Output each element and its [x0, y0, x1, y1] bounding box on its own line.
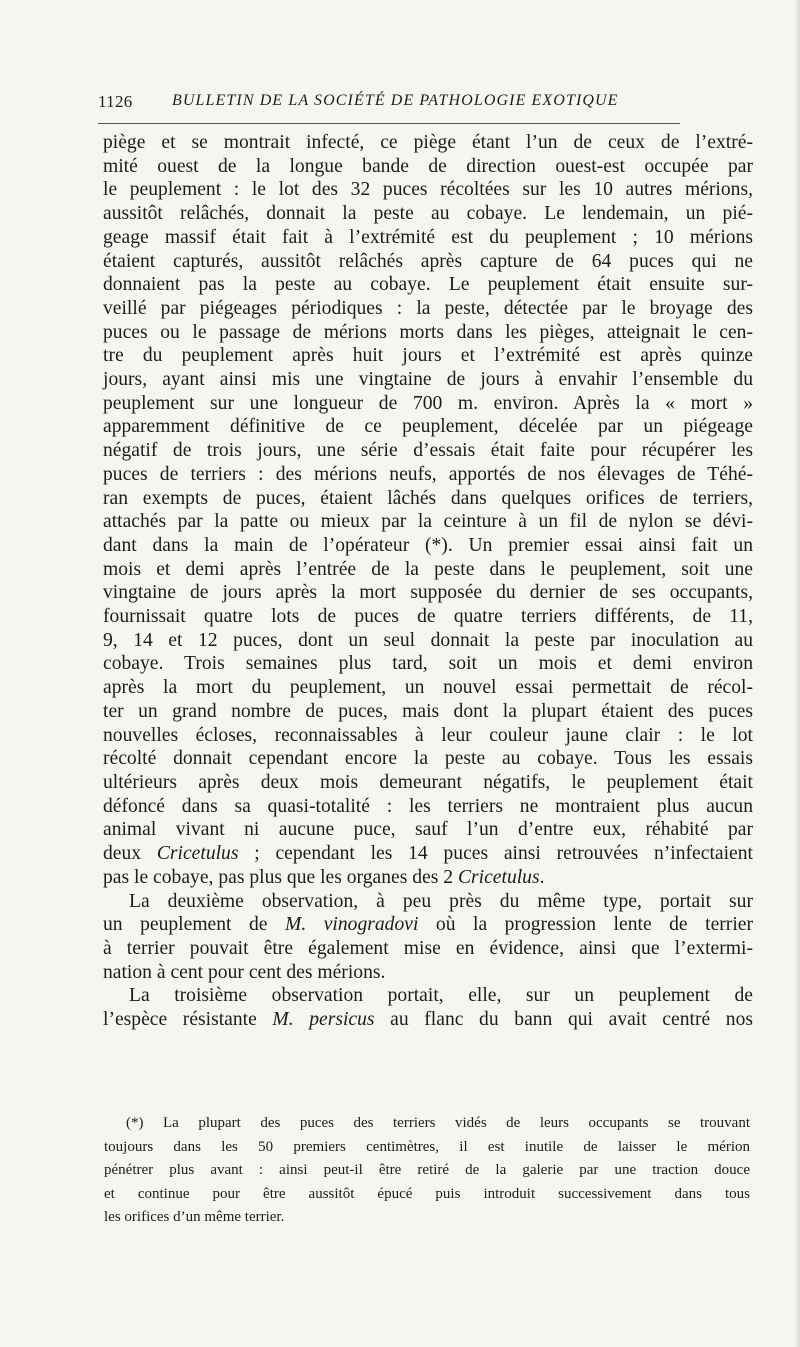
body-line: jours, ayant ainsi mis une vingtaine de jours à envahir l’ensemble du [103, 369, 753, 391]
body-text [103, 131, 753, 1032]
body-line: l’espèce résistante M. persicus au flanc du bann qui avait centré nos [103, 1009, 754, 1031]
header-rule [98, 123, 680, 124]
footnote-line: toujours dans les 50 premiers centimètres, il est inutile de laisser le mérion [104, 1138, 750, 1155]
body-line: un peuplement de M. vinogradovi où la progression lente de terrier [103, 914, 753, 936]
taxon-name: Cricetulus [156, 843, 239, 865]
page-number: 1126 [98, 92, 133, 111]
footnote-line: les orifices d’un même terrier. [104, 1209, 285, 1225]
body-line: pas le cobaye, pas plus que les organes des 2 Cricetulus. [103, 866, 545, 888]
body-line: ultérieurs après deux mois demeurant négatifs, le peuplement était [103, 771, 753, 793]
footnote-line: et continue pour être aussitôt épucé puis introduit successivement dans tous [104, 1185, 750, 1202]
body-line: nouvelles écloses, reconnaissables à leur couleur jaune clair : le lot [103, 724, 753, 746]
footnote-line: (*) La plupart des puces des terriers vidés de leurs occupants se trouvant [126, 1115, 750, 1131]
body-line: geage massif était fait à l’extrémité est du peuplement ; 10 mérions [103, 226, 753, 248]
body-line: ter un grand nombre de puces, mais dont la plupart étaient des puces [103, 700, 753, 722]
journal-title: BULLETIN DE LA SOCIÉTÉ DE PATHOLOGIE EXOTIQUE [172, 92, 619, 109]
body-line: donnaient pas la peste au cobaye. Le peuplement était ensuite sur- [103, 274, 753, 296]
body-line: le peuplement : le lot des 32 puces récoltées sur les 10 autres mérions, [103, 179, 753, 201]
body-line: défoncé dans sa quasi-totalité : les terriers ne montraient plus aucun [103, 795, 753, 817]
body-line: après la mort du peuplement, un nouvel essai permettait de récol- [103, 677, 753, 699]
body-line: attachés par la patte ou mieux par la ceinture à un fil de nylon se dévi- [103, 511, 753, 533]
body-line: puces ou le passage de mérions morts dans les pièges, atteignait le cen- [103, 321, 753, 343]
body-line: peuplement sur une longueur de 700 m. environ. Après la « mort » [103, 392, 753, 414]
taxon-name: M. persicus [272, 1009, 375, 1031]
running-head [98, 92, 678, 118]
body-line: mité ouest de la longue bande de direction ouest-est occupée par [103, 155, 753, 177]
body-line: 9, 14 et 12 puces, dont un seul donnait la peste par inoculation au [103, 629, 753, 651]
paragraph-start-line: La troisième observation portait, elle, sur un peuplement de [129, 985, 753, 1007]
body-line: animal vivant ni aucune puce, sauf l’un d’entre eux, réhabité par [103, 819, 753, 841]
body-line: vingtaine de jours après la mort supposée du dernier de ses occupants, [103, 582, 753, 604]
body-line: nation à cent pour cent des mérions. [103, 961, 386, 983]
paragraph-start-line: La deuxième observation, à peu près du même type, portait sur [129, 890, 753, 912]
body-line: dant dans la main de l’opérateur (*). Un premier essai ainsi fait un [103, 534, 753, 556]
body-line: fournissait quatre lots de puces de quatre terriers différents, de 11, [103, 606, 753, 628]
body-line: deux Cricetulus ; cependant les 14 puces ainsi retrouvées n’infectaient [103, 843, 753, 865]
body-line: aussitôt relâchés, donnait la peste au cobaye. Le lendemain, un pié- [103, 203, 753, 225]
footnote-line: pénétrer plus avant : ainsi peut-il être retiré de la galerie par une traction douce [104, 1162, 750, 1178]
body-line: cobaye. Trois semaines plus tard, soit un mois et demi environ [103, 653, 753, 675]
body-line: ran exempts de puces, étaient lâchés dans quelques orifices de terriers, [103, 487, 753, 509]
body-line: veillé par piégeages périodiques : la peste, détectée par le broyage des [103, 297, 753, 319]
body-line: récolté donnait cependant encore la peste au cobaye. Tous les essais [103, 748, 753, 770]
body-line: apparemment définitive de ce peuplement, décelée par un piégeage [103, 416, 753, 438]
taxon-name: Cricetulus [457, 866, 540, 888]
body-line: puces de terriers : des mérions neufs, apportés de nos élevages de Téhé- [103, 463, 753, 485]
body-line: étaient capturés, aussitôt relâchés après capture de 64 puces qui ne [103, 250, 753, 272]
body-line: tre du peuplement après huit jours et l’extrémité est après quinze [103, 345, 753, 367]
body-line: à terrier pouvait être également mise en évidence, ainsi que l’extermi- [103, 937, 753, 959]
taxon-name: M. vinogradovi [285, 914, 419, 936]
body-line: piège et se montrait infecté, ce piège étant l’un de ceux de l’extré- [103, 132, 753, 153]
body-line: mois et demi après l’entrée de la peste dans le peuplement, soit une [103, 558, 753, 580]
body-line: négatif de trois jours, une série d’essais était faite pour récupérer les [103, 440, 753, 462]
page-edge-shadow [794, 0, 800, 1347]
footnote [104, 1112, 750, 1230]
